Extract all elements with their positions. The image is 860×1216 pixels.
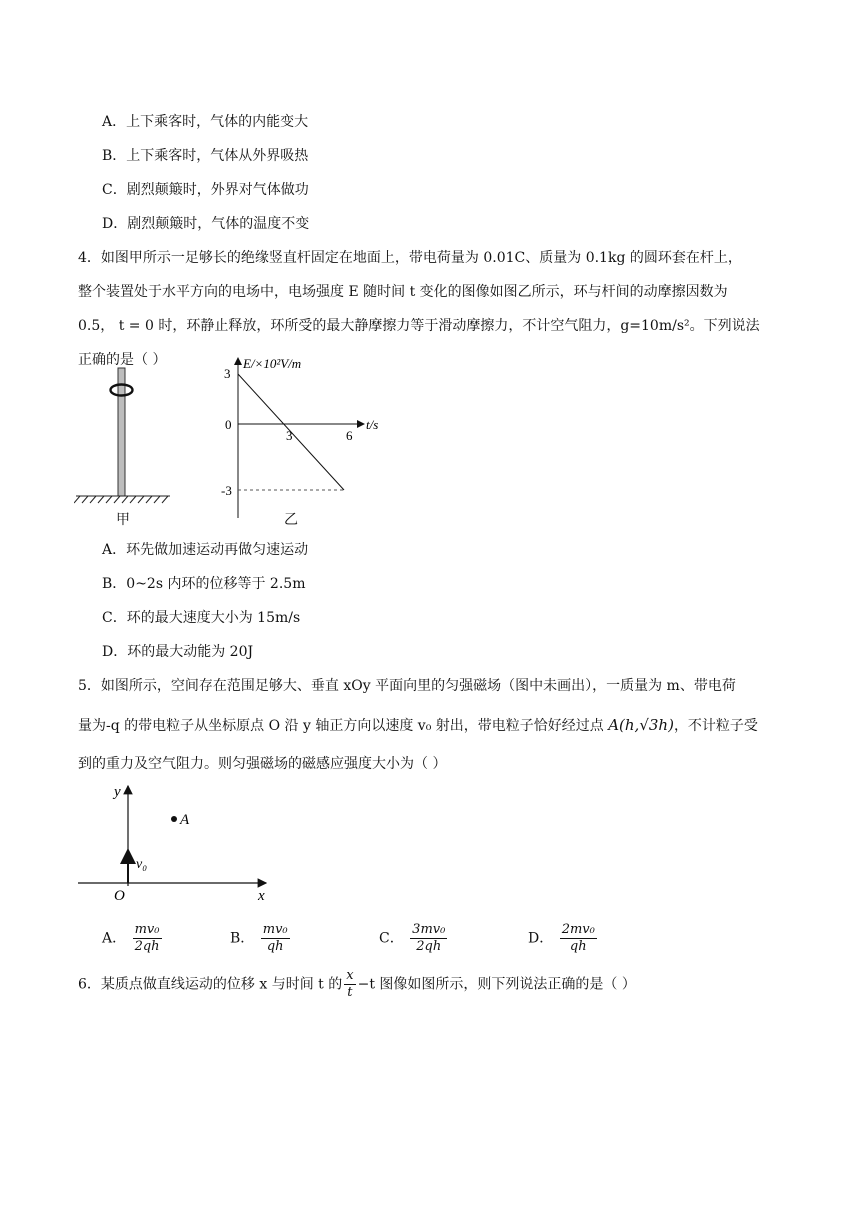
q5-stem-line-2	[78, 716, 758, 735]
point-a-label: A	[180, 812, 190, 828]
option-text: 上下乘客时，气体的内能变大	[126, 114, 309, 130]
question-number: 6．	[78, 976, 101, 993]
q4-option-a	[102, 541, 308, 559]
fraction-numerator: x	[346, 968, 354, 983]
option-label: A．	[102, 114, 127, 130]
q5-stem-line-3: 到的重力及空气阻力。则匀强磁场的磁感应强度大小为（ ）	[78, 756, 447, 772]
fraction-denominator: 2qh	[134, 939, 160, 954]
figure-yi-chart	[218, 352, 398, 526]
figure-yi-caption: 乙	[284, 512, 298, 528]
fraction-denominator: qh	[266, 939, 284, 954]
option-label: B．	[102, 148, 127, 164]
option-label: C．	[379, 930, 404, 947]
q4-stem-line-2: 整个装置处于水平方向的电场中，电场强度 E 随时间 t 变化的图像如图乙所示，环与杆间的动摩擦因数为	[78, 284, 728, 300]
x-tick-6: 6	[346, 428, 353, 443]
option-label: C．	[102, 610, 127, 626]
figure-q5-axes	[76, 782, 276, 916]
velocity-label: v₀	[136, 857, 148, 872]
option-text: 环的最大速度大小为 15m/s	[126, 610, 301, 626]
q3-option-c	[102, 181, 309, 199]
stem-text: 某质点做直线运动的位移 x 与时间 t 的	[100, 976, 343, 993]
option-label: D．	[102, 216, 128, 232]
question-number: 5．	[78, 678, 101, 694]
ground-hatching	[74, 496, 170, 503]
option-fraction	[133, 922, 162, 955]
y-tick-3: 3	[224, 366, 231, 381]
rod	[118, 368, 125, 496]
q4-stem-line-1	[78, 249, 742, 267]
y-tick-0: 0	[225, 417, 232, 432]
q3-option-b	[102, 147, 308, 165]
question-number: 4．	[78, 250, 101, 266]
option-label: D．	[528, 930, 554, 947]
q5-option-c	[379, 922, 449, 955]
y-axis-label: y	[114, 784, 121, 800]
q4-stem-line-4: 正确的是（ ）	[78, 352, 167, 368]
x-axis-label: t/s	[366, 417, 379, 432]
point-a	[171, 816, 177, 822]
figure-jia-caption: 甲	[116, 512, 130, 528]
q4-option-d	[102, 643, 253, 661]
x-axis-label: x	[258, 888, 265, 904]
fraction-denominator: 2qh	[416, 939, 442, 954]
option-text: 上下乘客时，气体从外界吸热	[126, 148, 309, 164]
point-a-formula: A(h,√3h)	[608, 716, 674, 734]
y-axis-label: E/×10²V/m	[243, 356, 302, 371]
option-fraction	[560, 922, 597, 955]
stem-text: 如图甲所示一足够长的绝缘竖直杆固定在地面上，带电荷量为 0.01C、质量为 0.1kg 的圆环套在杆上，	[100, 250, 742, 266]
stem-text: 量为-q 的带电粒子从坐标原点 O 沿 y 轴正方向以速度 v₀ 射出，带电粒子恰好经过点	[78, 718, 604, 734]
option-label: A．	[102, 930, 127, 947]
q6-stem	[78, 968, 636, 1001]
option-label: B．	[230, 930, 255, 947]
fraction-numerator: 2mv₀	[561, 922, 595, 937]
option-text: 剧烈颠簸时，气体的温度不变	[127, 216, 310, 232]
option-text: 环先做加速运动再做匀速运动	[126, 542, 309, 558]
x-over-t-fraction	[344, 968, 355, 1001]
q4-option-b	[102, 575, 305, 593]
y-tick-neg3: -3	[221, 483, 232, 498]
q3-option-a	[102, 113, 308, 131]
q5-option-d	[528, 922, 599, 955]
option-label: B．	[102, 576, 127, 592]
stem-text: ，不计粒子受	[673, 718, 758, 734]
option-text: 环的最大动能为 20J	[127, 644, 254, 660]
option-fraction	[410, 922, 447, 955]
option-label: A．	[102, 542, 127, 558]
option-label: C．	[102, 182, 127, 198]
q5-option-a	[102, 922, 164, 955]
option-fraction	[261, 922, 290, 955]
stem-text: 如图所示，空间存在范围足够大、垂直 xOy 平面向里的匀强磁场（图中未画出），一质量为 m、带电荷	[100, 678, 736, 694]
q5-option-b	[230, 922, 292, 955]
q5-stem-line-1	[78, 677, 736, 695]
x-tick-3: 3	[286, 428, 293, 443]
fraction-numerator: mv₀	[262, 922, 288, 937]
stem-text: −t 图像如图所示，则下列说法正确的是（ ）	[357, 976, 636, 993]
option-text: 0~2s 内环的位移等于 2.5m	[126, 576, 306, 592]
option-label: D．	[102, 644, 128, 660]
q3-option-d	[102, 215, 309, 233]
fraction-denominator: t	[347, 985, 353, 1000]
fraction-numerator: mv₀	[133, 922, 162, 939]
origin-label: O	[114, 888, 125, 904]
fraction-denominator: qh	[569, 939, 587, 954]
q4-option-c	[102, 609, 300, 627]
figure-jia	[74, 360, 174, 534]
fraction-numerator: 3mv₀	[412, 922, 446, 937]
q4-stem-line-3: 0.5， t = 0 时，环静止释放，环所受的最大静摩擦力等于滑动摩擦力，不计空气阻力，g=10m/s²。下列说法	[78, 318, 760, 334]
option-text: 剧烈颠簸时，外界对气体做功	[126, 182, 309, 198]
